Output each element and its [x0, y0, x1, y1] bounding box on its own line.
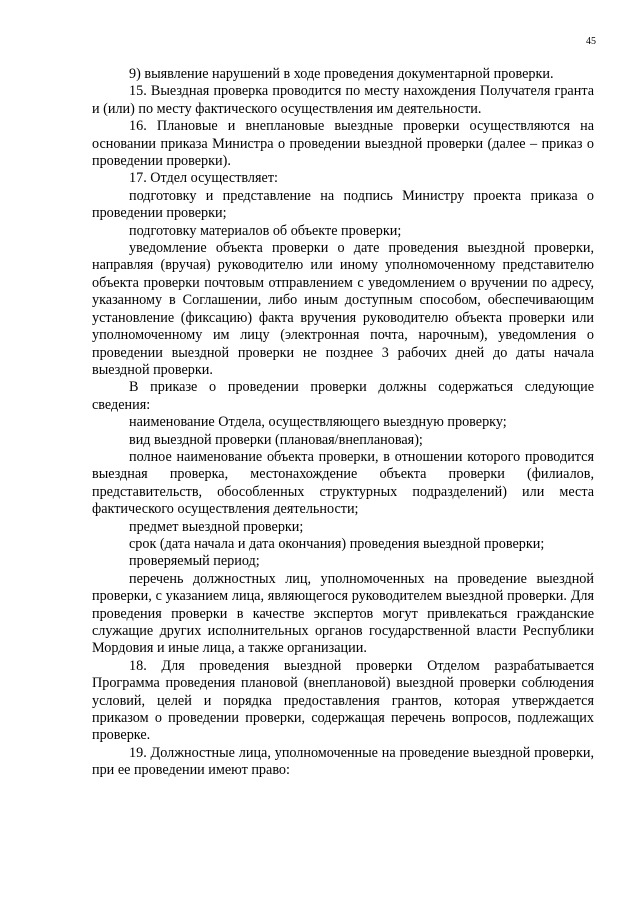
paragraph: 19. Должностные лица, уполномоченные на проведение выездной проверки, при ее проведении имеют право:	[92, 744, 594, 779]
paragraph: подготовку и представление на подпись Министру проекта приказа о проведении проверки;	[92, 187, 594, 222]
paragraph: 16. Плановые и внеплановые выездные проверки осуществляются на основании приказа Министра о проведении выездной проверки (далее – приказ о проведении проверки).	[92, 118, 594, 170]
paragraph: проверяемый период;	[129, 553, 260, 570]
page-number: 45	[586, 36, 596, 47]
paragraph: уведомление объекта проверки о дате проведения выездной проверки, направляя (вручая) руководителю или иному уполномоченному представителю объекта проверки почтовым отправлением с уведомлением о вручении по адресу, указанному в Соглашении, либо иным доступным способом, обеспечивающим установление (фиксацию) факта вручения руководителю объекта проверки или уполномоченному им лицу (электронная почта, нарочным), уведомления о проведении выездной проверки не позднее 3 рабочих дней до даты начала выездной проверки.	[92, 240, 594, 378]
paragraph: наименование Отдела, осуществляющего выездную проверку;	[129, 414, 507, 431]
paragraph: 15. Выездная проверка проводится по месту нахождения Получателя гранта и (или) по месту фактического осуществления им деятельности.	[92, 83, 594, 117]
paragraph: срок (дата начала и дата окончания) проведения выездной проверки;	[129, 535, 545, 552]
paragraph: вид выездной проверки (плановая/внеплановая);	[129, 431, 423, 448]
paragraph: 9) выявление нарушений в ходе проведения документарной проверки.	[129, 66, 554, 82]
paragraph: 18. Для проведения выездной проверки Отделом разрабатывается Программа проведения плановой (внеплановой) выездной проверки соблюдения условий, целей и порядка предоставления грантов, которая утверждается приказом о проведении проверки, содержащая перечень вопросов, подлежащих проверке.	[92, 657, 594, 744]
paragraph: перечень должностных лиц, уполномоченных на проведение выездной проверки, с указанием лица, являющегося руководителем выездной проверки. Для проведения проверки в качестве экспертов могут привлекаться гражданские служащие других исполнительных органов государственной власти Республики Мордовия и иные лица, а также организации.	[92, 570, 594, 657]
paragraph: подготовку материалов об объекте проверки;	[129, 222, 402, 239]
paragraph: предмет выездной проверки;	[129, 518, 304, 535]
document-body	[92, 66, 594, 780]
paragraph: В приказе о проведении проверки должны содержаться следующие сведения:	[92, 379, 594, 413]
paragraph: 17. Отдел осуществляет:	[129, 170, 278, 187]
paragraph: полное наименование объекта проверки, в отношении которого проводится выездная проверка, местонахождение объекта проверки (филиалов, представительств, обособленных структурных подразделений) или места фактического осуществления деятельности;	[92, 448, 594, 518]
